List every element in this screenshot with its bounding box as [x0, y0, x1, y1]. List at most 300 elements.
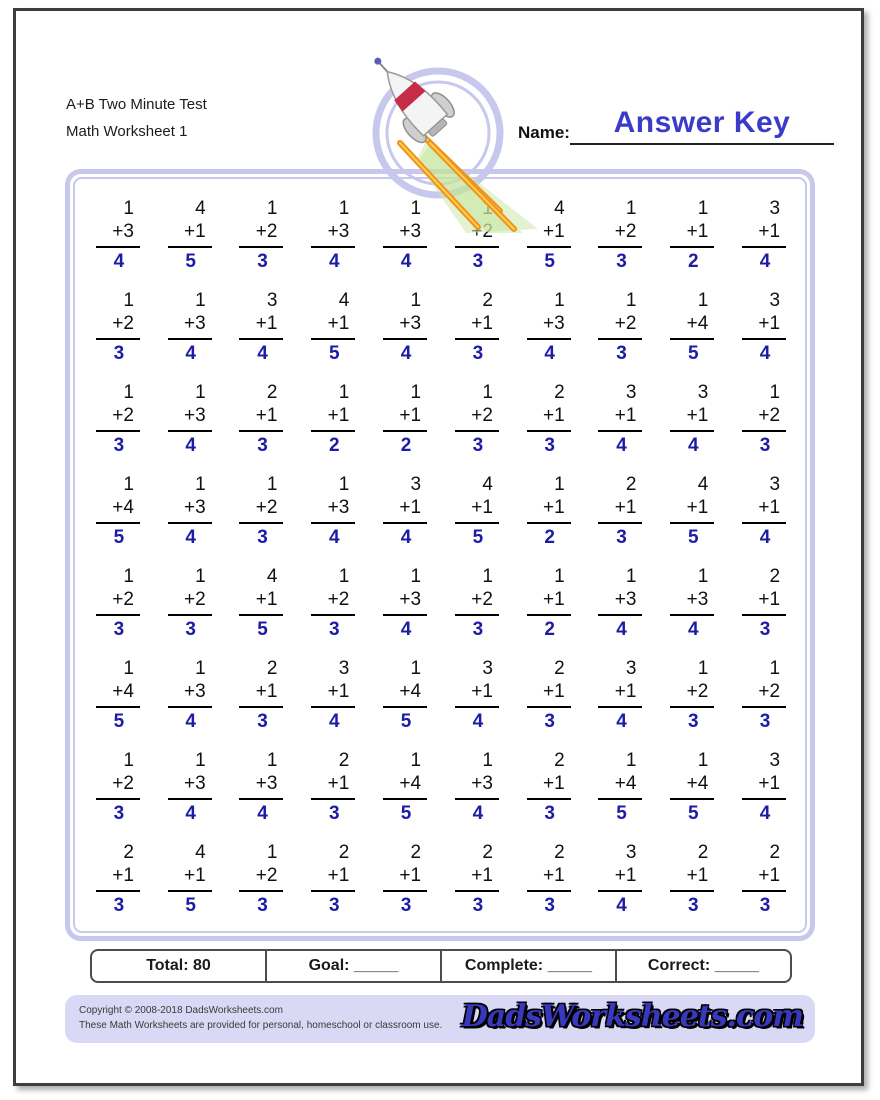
problem	[237, 657, 283, 734]
answer-line	[168, 614, 212, 616]
problem	[668, 473, 714, 550]
problem-addend-number: 1	[625, 496, 637, 518]
problem	[453, 657, 499, 734]
plus-sign: +	[255, 588, 267, 610]
problem-top-number: 1	[195, 565, 206, 587]
plus-sign: +	[758, 772, 770, 794]
problem-addend-number: 1	[338, 312, 350, 334]
plus-sign: +	[758, 680, 770, 702]
problem	[309, 565, 355, 642]
answer-line	[598, 246, 642, 248]
answer-line	[527, 246, 571, 248]
answer-line	[742, 338, 786, 340]
answer-line	[670, 522, 714, 524]
problem-answer: 2	[544, 526, 555, 548]
problem-answer: 3	[257, 526, 268, 548]
problem-top-number: 3	[338, 657, 350, 679]
plus-sign: +	[686, 404, 698, 426]
footer-strip	[65, 995, 815, 1043]
problem-answer: 4	[687, 434, 699, 456]
problem-answer: 3	[616, 342, 627, 364]
problem-answer: 3	[544, 434, 555, 456]
problem	[596, 841, 642, 918]
problem-addend	[525, 312, 571, 335]
problem-top-number: 1	[195, 289, 206, 311]
problem-addend	[94, 772, 140, 795]
problem-answer: 5	[687, 526, 699, 548]
problems-grid	[75, 179, 805, 931]
problem-answer: 3	[616, 250, 627, 272]
problem-top-number: 2	[338, 749, 350, 771]
problem-addend-number: 2	[482, 588, 493, 610]
plus-sign: +	[614, 404, 626, 426]
problem-addend-number: 2	[625, 220, 637, 242]
answer-line	[168, 338, 212, 340]
answer-line	[527, 430, 571, 432]
problem-addend	[668, 404, 714, 427]
problem-addend-number: 1	[769, 312, 781, 334]
answer-line	[598, 890, 642, 892]
problem-top-number: 3	[769, 473, 781, 495]
plus-sign: +	[471, 680, 483, 702]
problem-top-number: 2	[769, 565, 781, 587]
problem-top-number: 3	[410, 473, 422, 495]
problem	[525, 657, 571, 734]
problem-addend	[525, 864, 571, 887]
stats-complete: Complete: _____	[440, 951, 615, 981]
problems-border	[65, 169, 815, 941]
answer-line	[455, 246, 499, 248]
problem-addend	[381, 404, 427, 427]
plus-sign: +	[112, 864, 124, 886]
answer-line	[598, 430, 642, 432]
answer-line	[96, 522, 140, 524]
problem-answer: 4	[328, 710, 340, 732]
problem	[381, 473, 427, 550]
problem-addend	[596, 680, 642, 703]
problem-addend	[237, 772, 283, 795]
problem	[740, 657, 786, 734]
plus-sign: +	[112, 404, 124, 426]
problem-addend	[453, 680, 499, 703]
problem-top-number: 1	[338, 197, 350, 219]
plus-sign: +	[184, 588, 196, 610]
plus-sign: +	[399, 404, 411, 426]
problem-addend	[525, 404, 571, 427]
problem-top-number: 1	[625, 565, 637, 587]
plus-sign: +	[255, 404, 267, 426]
problem-addend-number: 2	[266, 220, 278, 242]
problem-top-number: 1	[697, 289, 709, 311]
problem-addend	[94, 588, 140, 611]
plus-sign: +	[758, 312, 770, 334]
problem-answer: 3	[472, 894, 484, 916]
problem-answer: 3	[113, 434, 125, 456]
problem	[94, 841, 140, 918]
problem-addend	[166, 588, 212, 611]
problem-answer: 2	[687, 250, 699, 272]
problem	[596, 565, 642, 642]
problem-addend-number: 3	[625, 588, 637, 610]
problem-addend	[237, 496, 283, 519]
problem-top-number: 2	[554, 841, 565, 863]
problem	[166, 473, 212, 550]
problem-top-number: 1	[195, 381, 206, 403]
problem-addend-number: 1	[266, 588, 278, 610]
problem	[740, 749, 786, 826]
problem-addend-number: 1	[410, 404, 422, 426]
problem-answer: 4	[759, 342, 771, 364]
problem-top-number: 2	[769, 841, 781, 863]
problem-answer: 4	[616, 894, 627, 916]
problem-addend-number: 1	[697, 220, 709, 242]
problem-addend-number: 3	[410, 312, 422, 334]
answer-line	[670, 614, 714, 616]
plus-sign: +	[399, 220, 411, 242]
problem	[525, 565, 571, 642]
answer-line	[383, 706, 427, 708]
answer-line	[311, 338, 355, 340]
plus-sign: +	[112, 680, 124, 702]
problem	[381, 289, 427, 366]
problem-addend-number: 1	[410, 864, 422, 886]
problem-answer: 4	[400, 618, 412, 640]
answer-line	[383, 430, 427, 432]
problem	[596, 381, 642, 458]
problem-answer: 5	[113, 710, 125, 732]
problem-addend	[668, 312, 714, 335]
problem	[94, 749, 140, 826]
plus-sign: +	[255, 496, 267, 518]
problem-addend-number: 2	[123, 772, 134, 794]
problem-top-number: 3	[266, 289, 278, 311]
plus-sign: +	[614, 312, 626, 334]
problem-top-number: 1	[482, 749, 493, 771]
problem-top-number: 1	[769, 657, 781, 679]
answer-line	[383, 338, 427, 340]
problem-answer: 4	[185, 710, 196, 732]
answer-line	[742, 798, 786, 800]
problem-addend-number: 2	[482, 404, 493, 426]
problem-top-number: 1	[410, 749, 422, 771]
problem-addend	[94, 864, 140, 887]
problem-addend	[668, 772, 714, 795]
problem	[309, 657, 355, 734]
answer-line	[742, 614, 786, 616]
problem-top-number: 1	[266, 197, 278, 219]
problem	[740, 565, 786, 642]
problem-answer: 4	[687, 618, 699, 640]
problem-addend	[381, 864, 427, 887]
answer-line	[239, 614, 283, 616]
problem-addend	[596, 312, 642, 335]
problem-addend-number: 1	[338, 864, 350, 886]
answer-line	[527, 614, 571, 616]
problem-addend	[740, 404, 786, 427]
answer-line	[311, 430, 355, 432]
problem	[453, 749, 499, 826]
plus-sign: +	[112, 496, 124, 518]
plus-sign: +	[184, 220, 196, 242]
answer-line	[96, 890, 140, 892]
problem-addend	[740, 680, 786, 703]
answer-line	[670, 890, 714, 892]
problem-top-number: 4	[195, 197, 206, 219]
answer-line	[598, 798, 642, 800]
answer-line	[383, 522, 427, 524]
answer-line	[527, 706, 571, 708]
problem-answer: 3	[257, 894, 268, 916]
problem	[309, 749, 355, 826]
problem	[309, 289, 355, 366]
problem-addend-number: 2	[769, 680, 781, 702]
problem	[740, 473, 786, 550]
problem-answer: 3	[257, 250, 268, 272]
plus-sign: +	[758, 864, 770, 886]
problem-top-number: 2	[697, 841, 709, 863]
answer-line	[168, 246, 212, 248]
answer-line	[455, 430, 499, 432]
answer-line	[742, 522, 786, 524]
problem-addend-number: 1	[554, 220, 565, 242]
problem	[596, 657, 642, 734]
problem-addend-number: 2	[769, 404, 781, 426]
answer-line	[598, 614, 642, 616]
problem-answer: 5	[257, 618, 268, 640]
problem-addend-number: 3	[266, 772, 278, 794]
problem-addend	[237, 680, 283, 703]
problem	[381, 749, 427, 826]
worksheet-title-line2: Math Worksheet 1	[66, 123, 188, 140]
problem	[668, 565, 714, 642]
problem-addend-number: 1	[123, 864, 134, 886]
plus-sign: +	[255, 680, 267, 702]
problem-addend	[166, 680, 212, 703]
problem-top-number: 1	[697, 657, 709, 679]
plus-sign: +	[327, 588, 339, 610]
problem-addend	[525, 772, 571, 795]
problem-addend-number: 1	[625, 864, 637, 886]
problem-addend-number: 3	[410, 588, 422, 610]
problem-answer: 4	[759, 250, 771, 272]
plus-sign: +	[686, 772, 698, 794]
problem-top-number: 1	[625, 197, 637, 219]
answer-line	[311, 890, 355, 892]
problem-addend	[166, 496, 212, 519]
problem-addend	[453, 772, 499, 795]
plus-sign: +	[255, 312, 267, 334]
plus-sign: +	[112, 220, 124, 242]
answer-line	[239, 338, 283, 340]
answer-line	[598, 706, 642, 708]
problem-answer: 4	[616, 618, 627, 640]
plus-sign: +	[184, 864, 196, 886]
problem-answer: 3	[616, 526, 627, 548]
problem-top-number: 1	[266, 749, 278, 771]
problem-top-number: 1	[410, 565, 422, 587]
plus-sign: +	[399, 312, 411, 334]
problem-answer: 5	[544, 250, 555, 272]
problem-answer: 3	[544, 894, 555, 916]
answer-line	[455, 890, 499, 892]
problem-addend-number: 1	[769, 220, 781, 242]
problem-addend-number: 4	[697, 772, 709, 794]
problem-addend-number: 3	[195, 404, 206, 426]
answer-line	[311, 246, 355, 248]
answer-line	[311, 706, 355, 708]
problem-addend	[166, 864, 212, 887]
problem-addend	[596, 220, 642, 243]
answer-line	[455, 798, 499, 800]
problem-addend-number: 1	[554, 404, 565, 426]
problem-top-number: 3	[769, 289, 781, 311]
problem	[668, 841, 714, 918]
problem-answer: 3	[113, 894, 125, 916]
problem-top-number: 3	[625, 841, 637, 863]
problem-addend-number: 2	[338, 588, 350, 610]
problem-addend	[309, 772, 355, 795]
answer-line	[168, 890, 212, 892]
copyright-text	[79, 1003, 442, 1033]
problem-top-number: 1	[123, 197, 134, 219]
plus-sign: +	[327, 220, 339, 242]
problem	[94, 473, 140, 550]
problem-answer: 3	[472, 434, 484, 456]
problem-addend-number: 4	[697, 312, 709, 334]
answer-line	[383, 246, 427, 248]
plus-sign: +	[758, 220, 770, 242]
problem	[94, 289, 140, 366]
answer-line	[168, 706, 212, 708]
plus-sign: +	[543, 588, 555, 610]
plus-sign: +	[399, 772, 411, 794]
problem	[668, 749, 714, 826]
answer-line	[311, 614, 355, 616]
problem-top-number: 1	[123, 749, 134, 771]
problem-addend-number: 2	[266, 864, 278, 886]
problem	[525, 473, 571, 550]
problem-top-number: 1	[554, 473, 565, 495]
rocket-icon	[338, 33, 538, 233]
problem-answer: 3	[687, 710, 699, 732]
problem-top-number: 1	[266, 841, 278, 863]
problem-answer: 4	[400, 526, 412, 548]
problem	[237, 565, 283, 642]
problem-addend-number: 3	[123, 220, 134, 242]
problem	[166, 381, 212, 458]
problem	[237, 749, 283, 826]
problem-addend	[381, 312, 427, 335]
problem-answer: 5	[113, 526, 125, 548]
plus-sign: +	[327, 496, 339, 518]
problem-addend-number: 2	[123, 404, 134, 426]
name-label: Name:	[518, 123, 570, 142]
problem-top-number: 4	[266, 565, 278, 587]
problem-top-number: 2	[554, 749, 565, 771]
problem-answer: 3	[759, 710, 771, 732]
plus-sign: +	[184, 680, 196, 702]
plus-sign: +	[184, 772, 196, 794]
problem-addend-number: 1	[769, 864, 781, 886]
problem	[740, 841, 786, 918]
problem-answer: 3	[257, 710, 268, 732]
problem-addend	[740, 496, 786, 519]
problem-addend-number: 2	[697, 680, 709, 702]
problem-addend	[309, 496, 355, 519]
problem-answer: 5	[687, 342, 699, 364]
problem-answer: 4	[113, 250, 125, 272]
answer-line	[527, 798, 571, 800]
problem-top-number: 1	[195, 473, 206, 495]
problem-addend-number: 1	[482, 680, 493, 702]
plus-sign: +	[399, 680, 411, 702]
plus-sign: +	[686, 680, 698, 702]
answer-line	[239, 706, 283, 708]
problem-addend-number: 4	[410, 772, 422, 794]
problem	[596, 473, 642, 550]
problem-top-number: 2	[482, 841, 493, 863]
problem-addend-number: 4	[410, 680, 422, 702]
problem-answer: 5	[687, 802, 699, 824]
plus-sign: +	[471, 772, 483, 794]
problem-top-number: 2	[338, 841, 350, 863]
problem-addend	[740, 588, 786, 611]
plus-sign: +	[614, 680, 626, 702]
plus-sign: +	[614, 772, 626, 794]
problem-answer: 4	[328, 526, 340, 548]
problem-top-number: 2	[123, 841, 134, 863]
problem-addend-number: 1	[482, 312, 493, 334]
problem-top-number: 2	[554, 657, 565, 679]
answer-line	[239, 798, 283, 800]
problem	[166, 657, 212, 734]
plus-sign: +	[327, 680, 339, 702]
problem-addend	[596, 588, 642, 611]
answer-line	[670, 338, 714, 340]
problem	[381, 565, 427, 642]
problem	[453, 841, 499, 918]
plus-sign: +	[758, 496, 770, 518]
plus-sign: +	[255, 772, 267, 794]
problem	[237, 841, 283, 918]
problem-addend-number: 1	[266, 312, 278, 334]
problem-top-number: 1	[482, 381, 493, 403]
problem-answer: 5	[616, 802, 627, 824]
problem-addend	[525, 588, 571, 611]
problem-answer: 4	[328, 250, 340, 272]
answer-line	[239, 246, 283, 248]
problem-addend-number: 2	[625, 312, 637, 334]
answer-line	[742, 706, 786, 708]
problem-addend	[381, 496, 427, 519]
plus-sign: +	[543, 404, 555, 426]
problem-addend-number: 1	[554, 496, 565, 518]
problem-addend	[381, 588, 427, 611]
problem-addend	[668, 680, 714, 703]
plus-sign: +	[184, 404, 196, 426]
answer-line	[96, 338, 140, 340]
problem-addend-number: 4	[625, 772, 637, 794]
plus-sign: +	[112, 588, 124, 610]
problem-top-number: 2	[410, 841, 422, 863]
problem	[94, 565, 140, 642]
problem-addend-number: 1	[697, 496, 709, 518]
answer-line	[598, 522, 642, 524]
problem-addend-number: 2	[266, 496, 278, 518]
problem	[381, 381, 427, 458]
plus-sign: +	[399, 496, 411, 518]
plus-sign: +	[399, 864, 411, 886]
